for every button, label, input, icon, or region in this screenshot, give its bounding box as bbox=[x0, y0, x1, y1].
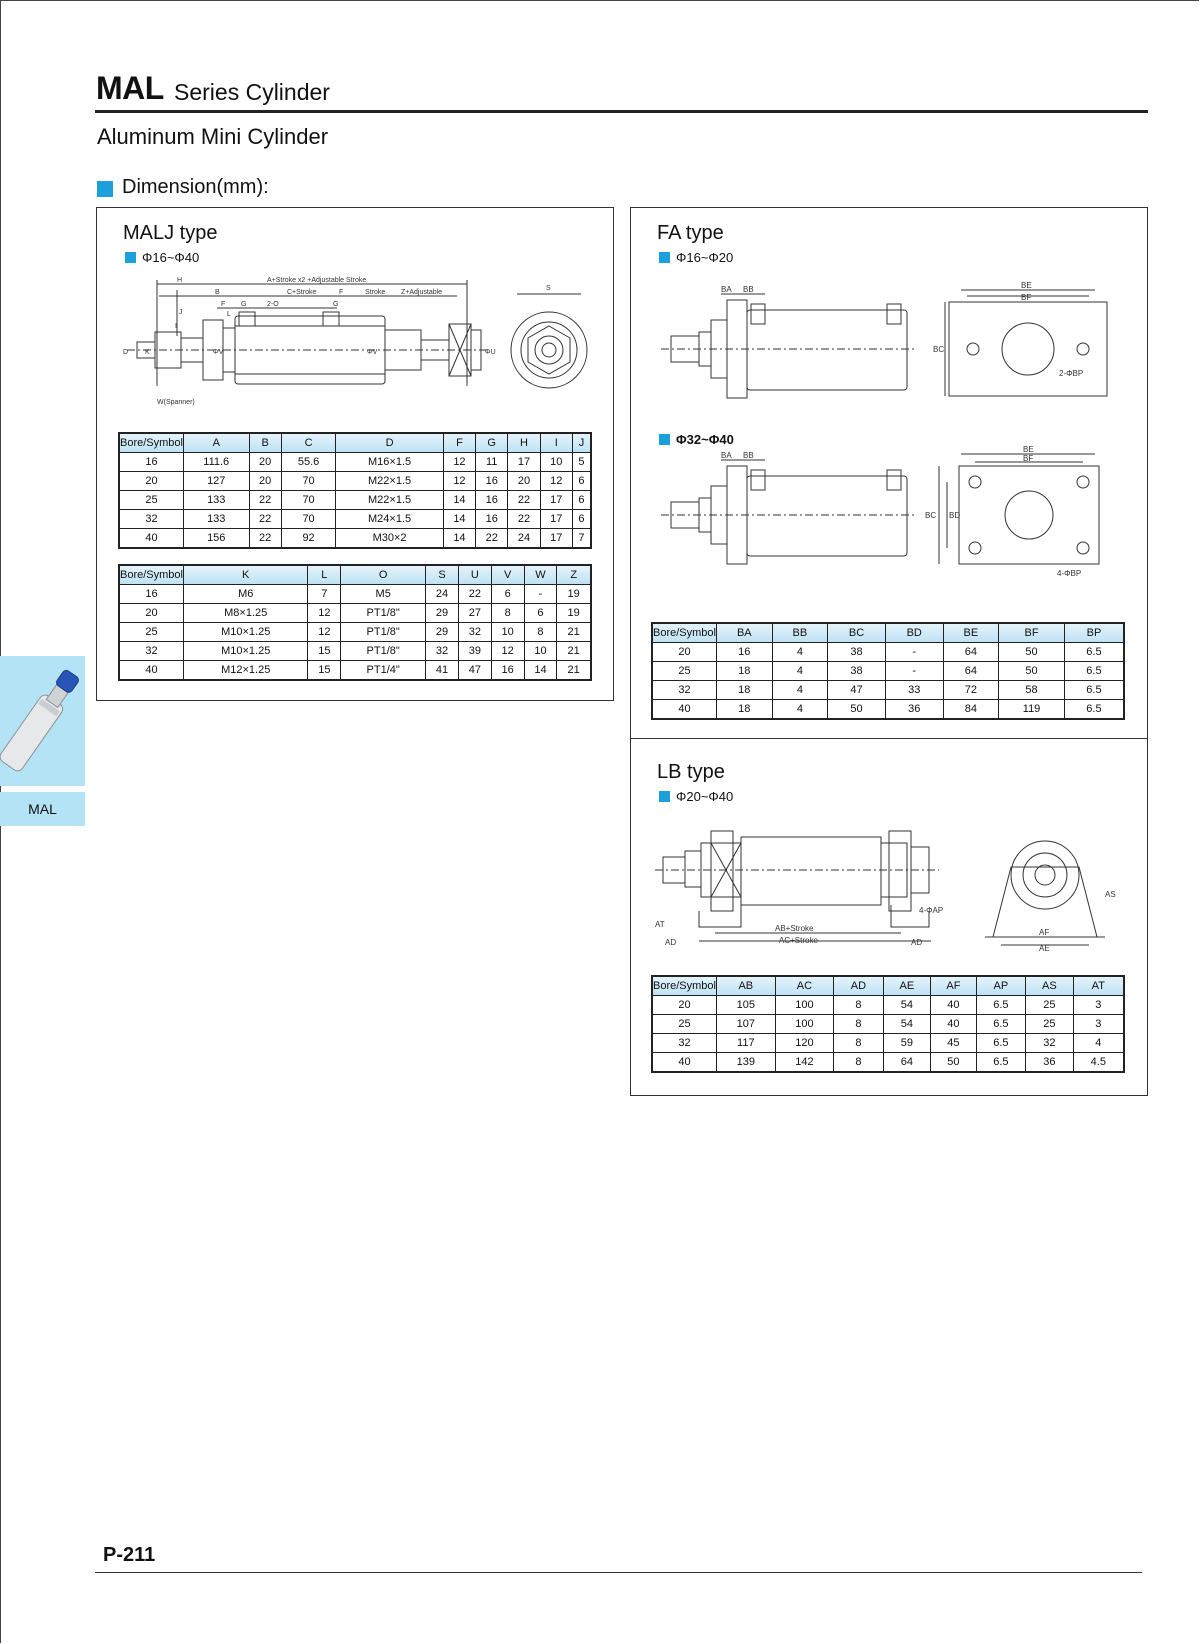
lb-range-text: Φ20~Φ40 bbox=[676, 789, 734, 804]
malj-label-j: J bbox=[179, 309, 183, 316]
table-cell: 32 bbox=[119, 642, 183, 661]
table-cell: M22×1.5 bbox=[336, 472, 443, 491]
table-row bbox=[119, 472, 591, 491]
table-header-cell: C bbox=[281, 433, 336, 453]
malj-title: MALJ type bbox=[123, 222, 218, 244]
lb-panel bbox=[630, 738, 1148, 1096]
table-header-cell: B bbox=[249, 433, 281, 453]
malj-label-i: I bbox=[175, 323, 177, 330]
fa-range-2 bbox=[659, 432, 734, 447]
table-cell: 27 bbox=[458, 604, 491, 623]
table-cell: 24 bbox=[508, 529, 540, 549]
malj-label-d: D bbox=[123, 349, 129, 356]
malj-label-a: A+Stroke x2 +Adjustable Stroke bbox=[267, 277, 367, 284]
table-row bbox=[119, 453, 591, 472]
table-header-cell: J bbox=[572, 433, 591, 453]
table-cell: 25 bbox=[1026, 996, 1074, 1015]
table-row bbox=[119, 623, 591, 642]
table-cell: M16×1.5 bbox=[336, 453, 443, 472]
lb-label-ae: AE bbox=[1039, 944, 1050, 953]
table-row bbox=[652, 1015, 1124, 1034]
table-cell: 7 bbox=[572, 529, 591, 549]
table-header-cell: W bbox=[524, 565, 557, 585]
table-cell: 25 bbox=[1026, 1015, 1074, 1034]
table-cell: 20 bbox=[249, 472, 281, 491]
table-cell: M6 bbox=[183, 585, 307, 604]
table-cell: 32 bbox=[426, 642, 459, 661]
table-cell: 32 bbox=[652, 681, 716, 700]
table-cell: 17 bbox=[540, 491, 572, 510]
fa-panel bbox=[630, 207, 1148, 739]
table-cell: 19 bbox=[557, 585, 591, 604]
table-cell: 16 bbox=[491, 661, 524, 681]
table-cell: 16 bbox=[119, 453, 183, 472]
lb-label-as: AS bbox=[1105, 890, 1116, 899]
table-cell: 8 bbox=[834, 996, 883, 1015]
table-cell: 14 bbox=[443, 529, 475, 549]
page-subtitle: Aluminum Mini Cylinder bbox=[97, 124, 329, 149]
table-cell: 41 bbox=[426, 661, 459, 681]
cylinder-thumbnail bbox=[0, 656, 85, 786]
bullet-icon bbox=[659, 252, 670, 263]
table-row bbox=[652, 1034, 1124, 1053]
fa-label-bd: BD bbox=[949, 511, 961, 520]
table-cell: 18 bbox=[716, 700, 772, 720]
malj-label-h: H bbox=[177, 277, 183, 284]
malj-range bbox=[125, 250, 199, 265]
lb-label-ac: AC+Stroke bbox=[779, 936, 818, 945]
page-number: P-211 bbox=[103, 1544, 156, 1566]
table-cell: 21 bbox=[557, 661, 591, 681]
table-cell: 16 bbox=[476, 510, 508, 529]
table-header-cell: AT bbox=[1073, 976, 1124, 996]
table-cell: 16 bbox=[476, 491, 508, 510]
malj-label-v: ΦV bbox=[213, 349, 224, 356]
table-cell: 3 bbox=[1073, 996, 1124, 1015]
table-row bbox=[652, 662, 1124, 681]
table-cell: 32 bbox=[458, 623, 491, 642]
table-header-cell: BP bbox=[1064, 623, 1124, 643]
table-cell: 4 bbox=[772, 700, 828, 720]
malj-label-v2: ΦV bbox=[367, 349, 378, 356]
table-cell: 11 bbox=[476, 453, 508, 472]
table-row bbox=[119, 510, 591, 529]
table-cell: 15 bbox=[308, 642, 341, 661]
table-cell: M24×1.5 bbox=[336, 510, 443, 529]
table-header-cell: A bbox=[183, 433, 249, 453]
table-header-cell: AB bbox=[716, 976, 775, 996]
table-cell: M30×2 bbox=[336, 529, 443, 549]
table-cell: 40 bbox=[119, 661, 183, 681]
table-header-cell: AP bbox=[976, 976, 1025, 996]
table-cell: 4.5 bbox=[1073, 1053, 1124, 1073]
lb-label-at: AT bbox=[655, 920, 665, 929]
table-cell: - bbox=[885, 643, 943, 662]
table-cell: 32 bbox=[1026, 1034, 1074, 1053]
table-cell: 6.5 bbox=[976, 1034, 1025, 1053]
table-cell: 22 bbox=[508, 491, 540, 510]
table-header-cell: AC bbox=[775, 976, 834, 996]
table-cell: 133 bbox=[183, 491, 249, 510]
table-cell: PT1/8" bbox=[341, 623, 426, 642]
table-cell: 12 bbox=[540, 472, 572, 491]
table-cell: 117 bbox=[716, 1034, 775, 1053]
table-cell: 17 bbox=[540, 510, 572, 529]
fa-label-bc: BC bbox=[933, 345, 945, 354]
table-cell: 6 bbox=[572, 510, 591, 529]
table-cell: 15 bbox=[308, 661, 341, 681]
table-cell: 36 bbox=[885, 700, 943, 720]
table-cell: 6.5 bbox=[1064, 643, 1124, 662]
series-suffix: Series Cylinder bbox=[174, 79, 330, 105]
table-cell: 50 bbox=[999, 643, 1065, 662]
table-cell: 6.5 bbox=[1064, 700, 1124, 720]
table-cell: 139 bbox=[716, 1053, 775, 1073]
section-marker-icon bbox=[97, 181, 113, 197]
lb-range bbox=[659, 789, 733, 804]
bullet-icon bbox=[659, 791, 670, 802]
lb-label-af: AF bbox=[1039, 928, 1050, 937]
table-cell: 5 bbox=[572, 453, 591, 472]
table-cell: 50 bbox=[931, 1053, 977, 1073]
table-header-cell: BE bbox=[943, 623, 999, 643]
table-cell: 64 bbox=[943, 662, 999, 681]
table-cell: 18 bbox=[716, 662, 772, 681]
table-cell: 14 bbox=[524, 661, 557, 681]
table-cell: 4 bbox=[772, 681, 828, 700]
malj-label-f2: F bbox=[339, 289, 344, 296]
table-cell: 6.5 bbox=[976, 1015, 1025, 1034]
table-cell: 105 bbox=[716, 996, 775, 1015]
table-header-cell: Bore/Symbol bbox=[652, 976, 716, 996]
table-row bbox=[119, 642, 591, 661]
table-cell: 127 bbox=[183, 472, 249, 491]
table-cell: 29 bbox=[426, 604, 459, 623]
fa-range-1-text: Φ16~Φ20 bbox=[676, 250, 734, 265]
table-cell: 100 bbox=[775, 1015, 834, 1034]
table-header-cell: O bbox=[341, 565, 426, 585]
table-cell: 6.5 bbox=[976, 996, 1025, 1015]
table-row bbox=[652, 681, 1124, 700]
table-cell: 8 bbox=[834, 1015, 883, 1034]
table-cell: 33 bbox=[885, 681, 943, 700]
table-cell: - bbox=[885, 662, 943, 681]
malj-label-k: K bbox=[145, 349, 150, 356]
table-cell: 58 bbox=[999, 681, 1065, 700]
table-cell: 72 bbox=[943, 681, 999, 700]
fa-label-bb-2: BB bbox=[743, 451, 754, 460]
table-cell: 120 bbox=[775, 1034, 834, 1053]
lb-table bbox=[651, 975, 1125, 1073]
table-cell: 6 bbox=[572, 491, 591, 510]
table-cell: 156 bbox=[183, 529, 249, 549]
lb-drawing bbox=[655, 817, 1125, 951]
table-cell: 4 bbox=[1073, 1034, 1124, 1053]
table-cell: 59 bbox=[883, 1034, 931, 1053]
table-cell: 4 bbox=[772, 643, 828, 662]
table-cell: 84 bbox=[943, 700, 999, 720]
table-header-cell: AD bbox=[834, 976, 883, 996]
fa-label-bc-2: BC bbox=[925, 511, 937, 520]
table-cell: 22 bbox=[249, 491, 281, 510]
table-header-cell: F bbox=[443, 433, 475, 453]
table-header-cell: BB bbox=[772, 623, 828, 643]
footer-rule bbox=[95, 1572, 1142, 1573]
malj-label-o: 2-O bbox=[267, 301, 279, 308]
table-cell: 10 bbox=[524, 642, 557, 661]
lb-title: LB type bbox=[657, 761, 725, 783]
fa-label-be-2: BE bbox=[1023, 445, 1034, 454]
table-cell: 54 bbox=[883, 1015, 931, 1034]
table-cell: 47 bbox=[458, 661, 491, 681]
table-cell: 10 bbox=[491, 623, 524, 642]
table-cell: 40 bbox=[931, 996, 977, 1015]
table-cell: 45 bbox=[931, 1034, 977, 1053]
fa-label-bf-2: BF bbox=[1023, 454, 1034, 463]
fa-label-2bp: 2-ΦBP bbox=[1059, 369, 1084, 378]
table-cell: 100 bbox=[775, 996, 834, 1015]
table-cell: 32 bbox=[652, 1034, 716, 1053]
table-cell: 16 bbox=[716, 643, 772, 662]
table-cell: 70 bbox=[281, 491, 336, 510]
table-cell: 20 bbox=[249, 453, 281, 472]
table-cell: - bbox=[524, 585, 557, 604]
table-cell: 3 bbox=[1073, 1015, 1124, 1034]
table-cell: 8 bbox=[524, 623, 557, 642]
fa-label-ba-2: BA bbox=[721, 451, 732, 460]
table-cell: 14 bbox=[443, 491, 475, 510]
table-cell: 20 bbox=[119, 472, 183, 491]
table-cell: 6 bbox=[524, 604, 557, 623]
table-cell: 21 bbox=[557, 623, 591, 642]
table-cell: 14 bbox=[443, 510, 475, 529]
malj-label-f: F bbox=[221, 301, 226, 308]
table-cell: 7 bbox=[308, 585, 341, 604]
lb-label-ad: AD bbox=[665, 938, 677, 947]
table-cell: M10×1.25 bbox=[183, 623, 307, 642]
fa-label-bb: BB bbox=[743, 285, 754, 294]
table-cell: 12 bbox=[308, 604, 341, 623]
table-cell: 25 bbox=[652, 662, 716, 681]
table-cell: 22 bbox=[249, 529, 281, 549]
table-cell: 32 bbox=[119, 510, 183, 529]
table-cell: 50 bbox=[828, 700, 886, 720]
table-header-cell: K bbox=[183, 565, 307, 585]
table-header-cell: Z bbox=[557, 565, 591, 585]
table-cell: 22 bbox=[458, 585, 491, 604]
table-header-cell: L bbox=[308, 565, 341, 585]
table-row bbox=[652, 996, 1124, 1015]
table-cell: 70 bbox=[281, 510, 336, 529]
table-cell: 6.5 bbox=[1064, 662, 1124, 681]
malj-label-s: S bbox=[546, 285, 551, 292]
fa-table bbox=[651, 622, 1125, 720]
table-cell: M5 bbox=[341, 585, 426, 604]
table-cell: 12 bbox=[491, 642, 524, 661]
fa-label-be: BE bbox=[1021, 281, 1032, 290]
table-cell: 12 bbox=[443, 472, 475, 491]
table-row bbox=[119, 661, 591, 681]
table-cell: 39 bbox=[458, 642, 491, 661]
table-cell: 6 bbox=[572, 472, 591, 491]
table-cell: 40 bbox=[119, 529, 183, 549]
table-header-cell: Bore/Symbol bbox=[119, 433, 183, 453]
malj-table-1 bbox=[118, 432, 592, 549]
table-header-cell: V bbox=[491, 565, 524, 585]
table-cell: PT1/8" bbox=[341, 604, 426, 623]
table-row bbox=[119, 604, 591, 623]
table-cell: 107 bbox=[716, 1015, 775, 1034]
series-name: MAL bbox=[96, 70, 164, 106]
table-cell: 12 bbox=[308, 623, 341, 642]
table-cell: 22 bbox=[249, 510, 281, 529]
table-cell: 12 bbox=[443, 453, 475, 472]
table-header-cell: AF bbox=[931, 976, 977, 996]
table-cell: 6.5 bbox=[976, 1053, 1025, 1073]
table-cell: 36 bbox=[1026, 1053, 1074, 1073]
table-row bbox=[119, 585, 591, 604]
lb-label-ab: AB+Stroke bbox=[775, 924, 814, 933]
malj-label-u: ΦU bbox=[485, 349, 496, 356]
table-header-cell: BC bbox=[828, 623, 886, 643]
table-cell: 40 bbox=[931, 1015, 977, 1034]
table-header-cell: H bbox=[508, 433, 540, 453]
table-header-cell: BD bbox=[885, 623, 943, 643]
table-cell: 18 bbox=[716, 681, 772, 700]
table-cell: 64 bbox=[943, 643, 999, 662]
table-cell: 24 bbox=[426, 585, 459, 604]
malj-label-l: L bbox=[227, 311, 231, 318]
table-cell: 17 bbox=[540, 529, 572, 549]
table-cell: 64 bbox=[883, 1053, 931, 1073]
malj-table-2 bbox=[118, 564, 592, 681]
table-cell: M10×1.25 bbox=[183, 642, 307, 661]
fa-drawing-large bbox=[661, 445, 1121, 580]
table-header-cell: S bbox=[426, 565, 459, 585]
malj-range-text: Φ16~Φ40 bbox=[142, 250, 200, 265]
table-cell: 6 bbox=[491, 585, 524, 604]
table-cell: 20 bbox=[652, 996, 716, 1015]
malj-label-g: G bbox=[241, 301, 247, 308]
table-cell: 20 bbox=[652, 643, 716, 662]
table-cell: 20 bbox=[508, 472, 540, 491]
table-header-cell: BA bbox=[716, 623, 772, 643]
fa-range-1 bbox=[659, 250, 733, 265]
malj-label-stroke: Stroke bbox=[365, 289, 386, 296]
fa-label-bf: BF bbox=[1021, 293, 1032, 302]
malj-label-g2: G bbox=[333, 301, 339, 308]
table-header-cell: U bbox=[458, 565, 491, 585]
bullet-icon bbox=[125, 252, 136, 263]
table-row bbox=[119, 529, 591, 549]
table-cell: M22×1.5 bbox=[336, 491, 443, 510]
table-cell: 47 bbox=[828, 681, 886, 700]
section-title: Dimension(mm): bbox=[122, 176, 269, 198]
lb-label-ap: 4-ΦAP bbox=[919, 906, 944, 915]
table-row bbox=[119, 491, 591, 510]
table-cell: 50 bbox=[999, 662, 1065, 681]
bullet-icon bbox=[659, 434, 670, 445]
sidebar-tab-mal[interactable]: MAL bbox=[0, 792, 85, 826]
table-header-cell: BF bbox=[999, 623, 1065, 643]
table-cell: 25 bbox=[652, 1015, 716, 1034]
table-cell: 133 bbox=[183, 510, 249, 529]
fa-title: FA type bbox=[657, 222, 724, 244]
fa-label-ba: BA bbox=[721, 285, 732, 294]
malj-drawing bbox=[117, 276, 597, 416]
malj-label-c: C+Stroke bbox=[287, 289, 317, 296]
table-cell: 142 bbox=[775, 1053, 834, 1073]
table-cell: 25 bbox=[119, 623, 183, 642]
table-cell: 29 bbox=[426, 623, 459, 642]
table-cell: 92 bbox=[281, 529, 336, 549]
table-cell: 40 bbox=[652, 1053, 716, 1073]
table-row bbox=[652, 700, 1124, 720]
fa-range-2-text: Φ32~Φ40 bbox=[676, 432, 734, 447]
table-cell: 22 bbox=[476, 529, 508, 549]
table-header-cell: I bbox=[540, 433, 572, 453]
table-cell: 40 bbox=[652, 700, 716, 720]
table-cell: 8 bbox=[834, 1053, 883, 1073]
table-cell: 111.6 bbox=[183, 453, 249, 472]
table-cell: 70 bbox=[281, 472, 336, 491]
table-cell: 19 bbox=[557, 604, 591, 623]
table-cell: 16 bbox=[476, 472, 508, 491]
table-cell: 22 bbox=[508, 510, 540, 529]
fa-drawing-small bbox=[661, 281, 1121, 414]
table-cell: 17 bbox=[508, 453, 540, 472]
table-cell: 10 bbox=[540, 453, 572, 472]
table-cell: 119 bbox=[999, 700, 1065, 720]
malj-label-b: B bbox=[215, 289, 220, 296]
malj-label-w: W(Spanner) bbox=[157, 399, 195, 406]
table-cell: PT1/8" bbox=[341, 642, 426, 661]
table-cell: PT1/4" bbox=[341, 661, 426, 681]
table-header-cell: D bbox=[336, 433, 443, 453]
table-cell: 38 bbox=[828, 662, 886, 681]
lb-label-ad2: AD bbox=[911, 938, 923, 947]
table-cell: 20 bbox=[119, 604, 183, 623]
malj-label-z: Z+Adjustable bbox=[401, 289, 443, 296]
table-header-cell: Bore/Symbol bbox=[119, 565, 183, 585]
table-cell: 21 bbox=[557, 642, 591, 661]
malj-panel bbox=[96, 207, 614, 701]
table-cell: 8 bbox=[834, 1034, 883, 1053]
table-header-cell: Bore/Symbol bbox=[652, 623, 716, 643]
table-cell: 55.6 bbox=[281, 453, 336, 472]
table-cell: 38 bbox=[828, 643, 886, 662]
table-cell: M12×1.25 bbox=[183, 661, 307, 681]
table-cell: 54 bbox=[883, 996, 931, 1015]
table-header-cell: AS bbox=[1026, 976, 1074, 996]
table-cell: M8×1.25 bbox=[183, 604, 307, 623]
table-cell: 25 bbox=[119, 491, 183, 510]
fa-label-4bp: 4-ΦBP bbox=[1057, 569, 1082, 578]
table-row bbox=[652, 643, 1124, 662]
table-cell: 4 bbox=[772, 662, 828, 681]
table-cell: 8 bbox=[491, 604, 524, 623]
table-row bbox=[652, 1053, 1124, 1073]
table-header-cell: G bbox=[476, 433, 508, 453]
table-cell: 16 bbox=[119, 585, 183, 604]
table-cell: 6.5 bbox=[1064, 681, 1124, 700]
table-header-cell: AE bbox=[883, 976, 931, 996]
title-rule bbox=[95, 110, 1148, 113]
